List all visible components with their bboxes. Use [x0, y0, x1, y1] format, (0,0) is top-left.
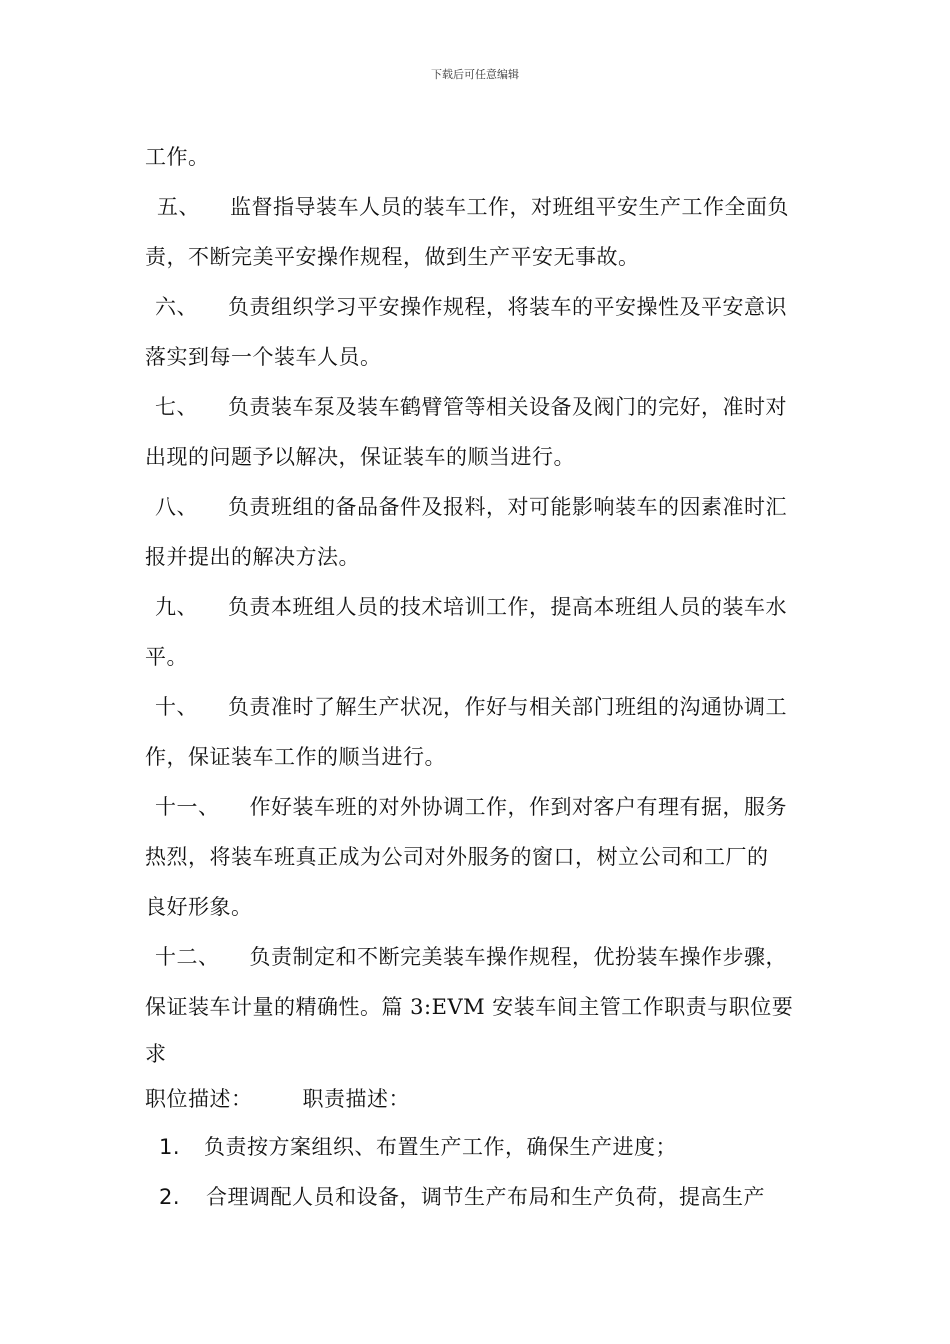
item-text: 负责本班组人员的技术培训工作，提高本班组人员的装车水: [228, 595, 787, 619]
list-item: [145, 682, 810, 732]
text-line: 作，保证装车工作的顺当进行。: [145, 745, 446, 769]
text-line: 保证装车计量的精确性。篇 3:EVM 安装车间主管工作职责与职位要: [145, 995, 794, 1019]
item-number: 1.: [159, 1135, 181, 1159]
item-number: 五、: [157, 195, 200, 219]
list-item: [145, 1122, 810, 1172]
position-description-label: 职位描述：: [145, 1087, 253, 1111]
document-body: [145, 132, 810, 1222]
item-number: 十二、: [155, 945, 220, 969]
list-item: [145, 482, 810, 532]
item-text: 负责装车泵及装车鹤臂管等相关设备及阀门的完好，准时对: [228, 395, 787, 419]
list-item: [145, 782, 810, 832]
text-line: 责，不断完美平安操作规程，做到生产平安无事故。: [145, 245, 640, 269]
text-line: 报并提出的解决方法。: [145, 545, 360, 569]
item-text: 负责准时了解生产状况，作好与相关部门班组的沟通协调工: [228, 695, 787, 719]
page-header: 下载后可任意编辑: [431, 68, 519, 81]
text-line: 平。: [145, 645, 188, 669]
role-line: [145, 1076, 810, 1122]
item-text: 负责班组的备品备件及报料，对可能影响装车的因素准时汇: [228, 495, 787, 519]
text-line: 良好形象。: [145, 895, 253, 919]
list-item: [145, 932, 810, 982]
item-number: 六、: [155, 295, 198, 319]
item-number: 2.: [159, 1185, 181, 1209]
list-item: [145, 282, 810, 332]
duty-description-label: 职责描述：: [302, 1087, 410, 1111]
item-text: 合理调配人员和设备，调节生产布局和生产负荷，提高生产: [206, 1185, 766, 1209]
list-item: [145, 582, 810, 632]
item-number: 七、: [155, 395, 198, 419]
list-item: [145, 382, 810, 432]
item-number: 九、: [155, 595, 198, 619]
item-number: 八、: [155, 495, 198, 519]
item-text: 作好装车班的对外协调工作，作到对客户有理有据，服务: [249, 795, 787, 819]
text-line: 落实到每一个装车人员。: [145, 345, 382, 369]
item-text: 负责按方案组织、布置生产工作，确保生产进度；: [204, 1135, 678, 1159]
list-item: [145, 1172, 810, 1222]
item-text: 负责制定和不断完美装车操作规程，优扮装车操作步骤，: [249, 945, 787, 969]
text-line: 出现的问题予以解决，保证装车的顺当进行。: [145, 445, 575, 469]
text-line: 热烈，将装车班真正成为公司对外服务的窗口，树立公司和工厂的: [145, 845, 769, 869]
text-line: 求: [145, 1042, 167, 1066]
list-item: [145, 182, 810, 232]
item-number: 十一、: [155, 795, 220, 819]
text-line: 工作。: [145, 145, 210, 169]
item-text: 监督指导装车人员的装车工作，对班组平安生产工作全面负: [230, 195, 789, 219]
item-number: 十、: [155, 695, 198, 719]
item-text: 负责组织学习平安操作规程，将装车的平安操性及平安意识: [228, 295, 787, 319]
